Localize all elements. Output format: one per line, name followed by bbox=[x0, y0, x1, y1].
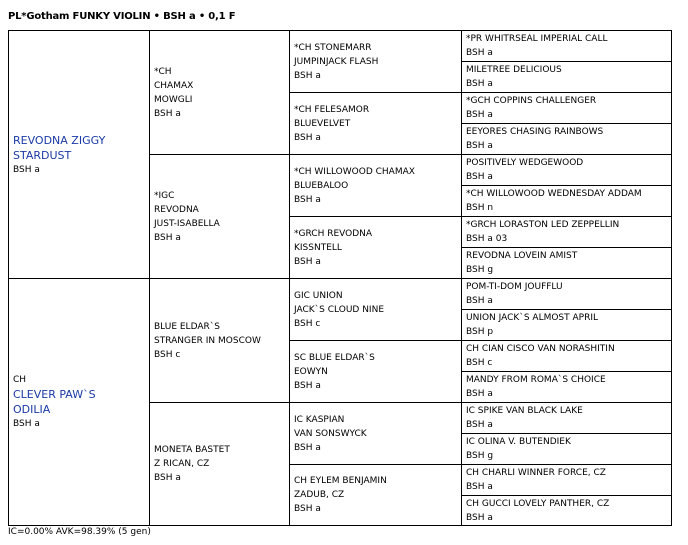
ancestor-color: BSH n bbox=[466, 203, 494, 213]
ancestor-color: BSH a bbox=[466, 296, 493, 306]
ancestor-line: VAN SONSWYCK bbox=[294, 428, 367, 439]
ancestor-color: BSH p bbox=[466, 327, 494, 337]
gen2-ancestor-1 bbox=[149, 30, 290, 155]
ancestor-name: POSITIVELY WEDGEWOOD bbox=[466, 158, 584, 168]
sire bbox=[8, 30, 150, 279]
ancestor-color: BSH c bbox=[466, 358, 493, 368]
ancestor-color: BSH a bbox=[466, 389, 493, 399]
gen4-ancestor-1 bbox=[461, 30, 672, 62]
gen4-ancestor-16 bbox=[461, 495, 672, 526]
gen3-ancestor-4 bbox=[289, 216, 462, 279]
dam-prefix: CH bbox=[13, 375, 27, 385]
ancestor-line: SC BLUE ELDAR`S bbox=[294, 352, 375, 363]
ancestor-color: BSH a bbox=[466, 110, 493, 120]
gen3-ancestor-7 bbox=[289, 402, 462, 465]
gen3-ancestor-8 bbox=[289, 464, 462, 526]
ancestor-line: *CH STONEMARR bbox=[294, 42, 372, 53]
gen4-ancestor-8 bbox=[461, 247, 672, 279]
ancestor-line: MOWGLI bbox=[154, 94, 193, 105]
ancestor-name: IC SPIKE VAN BLACK LAKE bbox=[466, 406, 583, 416]
ancestor-name: *CH WILLOWOOD WEDNESDAY ADDAM bbox=[466, 189, 642, 199]
ancestor-name: EEYORES CHASING RAINBOWS bbox=[466, 127, 604, 137]
ancestor-name: CH GUCCI LOVELY PANTHER, CZ bbox=[466, 498, 610, 509]
ancestor-color: BSH a bbox=[154, 473, 181, 483]
sire-name-line-1[interactable]: REVODNA ZIGGY bbox=[13, 133, 106, 147]
ancestor-line: JUMPINJACK FLASH bbox=[294, 56, 379, 67]
ancestor-color: BSH a bbox=[466, 172, 493, 182]
gen4-ancestor-6 bbox=[461, 185, 672, 217]
ancestor-name: *PR WHITRSEAL IMPERIAL CALL bbox=[466, 34, 608, 44]
ancestor-color: BSH g bbox=[466, 265, 494, 275]
ancestor-line: CH EYLEM BENJAMIN bbox=[294, 476, 387, 486]
ancestor-color: BSH a bbox=[294, 380, 321, 391]
ancestor-line: JACK`S CLOUD NINE bbox=[294, 304, 384, 315]
ancestor-name: MANDY FROM ROMA`S CHOICE bbox=[466, 375, 606, 385]
gen4-ancestor-12 bbox=[461, 371, 672, 403]
ancestor-name: *GRCH LORASTON LED ZEPPELLIN bbox=[466, 220, 620, 230]
ancestor-line: ZADUB, CZ bbox=[294, 490, 345, 500]
ancestor-line: CHAMAX bbox=[154, 80, 194, 91]
ancestor-line: BLUEVELVET bbox=[294, 118, 351, 129]
ancestor-color: BSH g bbox=[466, 451, 494, 461]
gen3-ancestor-3 bbox=[289, 154, 462, 217]
gen2-ancestor-2 bbox=[149, 154, 290, 279]
gen4-ancestor-13 bbox=[461, 402, 672, 434]
ancestor-line: Z RICAN, CZ bbox=[154, 459, 210, 469]
ancestor-line: *CH bbox=[154, 66, 172, 77]
ancestor-name: IC OLINA V. BUTENDIEK bbox=[466, 437, 571, 447]
ancestor-color: BSH a bbox=[466, 482, 493, 492]
dam-name-line-2[interactable]: ODILIA bbox=[13, 403, 51, 416]
gen4-ancestor-2 bbox=[461, 61, 672, 93]
gen3-ancestor-6 bbox=[289, 340, 462, 403]
ancestor-name: CH CHARLI WINNER FORCE, CZ bbox=[466, 468, 606, 478]
ancestor-line: *GRCH REVODNA bbox=[294, 228, 373, 239]
inbreeding-summary: IC=0.00% AVK=98.39% (5 gen) bbox=[8, 527, 151, 537]
ancestor-line: IC KASPIAN bbox=[294, 414, 345, 425]
ancestor-color: BSH a bbox=[154, 232, 181, 243]
ancestor-color: BSH a bbox=[294, 504, 321, 514]
ancestor-name: CH CIAN CISCO VAN NORASHITIN bbox=[466, 344, 615, 354]
ancestor-color: BSH a bbox=[294, 442, 321, 453]
ancestor-line: *CH FELESAMOR bbox=[294, 104, 370, 115]
gen3-ancestor-2 bbox=[289, 92, 462, 155]
ancestor-color: BSH a bbox=[466, 420, 493, 430]
gen4-ancestor-11 bbox=[461, 340, 672, 372]
gen4-ancestor-15 bbox=[461, 464, 672, 496]
ancestor-line: MONETA BASTET bbox=[154, 445, 230, 455]
gen2-ancestor-3 bbox=[149, 278, 290, 403]
pedigree-title: PL*Gotham FUNKY VIOLIN • BSH a • 0,1 F bbox=[8, 11, 236, 22]
ancestor-name: UNION JACK`S ALMOST APRIL bbox=[466, 313, 599, 323]
sire-color: BSH a bbox=[13, 164, 40, 175]
gen4-ancestor-7 bbox=[461, 216, 672, 248]
dam-name-line-1[interactable]: CLEVER PAW`S bbox=[13, 388, 96, 401]
ancestor-color: BSH a bbox=[294, 256, 321, 267]
gen4-ancestor-9 bbox=[461, 278, 672, 310]
ancestor-color: BSH a bbox=[466, 48, 493, 58]
dam bbox=[8, 278, 150, 526]
ancestor-color: BSH c bbox=[294, 318, 321, 329]
ancestor-line: BLUE ELDAR`S bbox=[154, 321, 220, 332]
gen4-ancestor-10 bbox=[461, 309, 672, 341]
gen3-ancestor-1 bbox=[289, 30, 462, 93]
ancestor-color: BSH a bbox=[466, 79, 493, 89]
ancestor-line: KISSNTELL bbox=[294, 242, 342, 253]
gen4-ancestor-3 bbox=[461, 92, 672, 124]
ancestor-name: POM-TI-DOM JOUFFLU bbox=[466, 282, 563, 292]
ancestor-line: *CH WILLOWOOD CHAMAX bbox=[294, 166, 415, 177]
ancestor-color: BSH a bbox=[294, 70, 321, 81]
ancestor-line: GIC UNION bbox=[294, 290, 343, 301]
ancestor-name: REVODNA LOVEIN AMIST bbox=[466, 251, 578, 261]
ancestor-line: STRANGER IN MOSCOW bbox=[154, 335, 261, 346]
ancestor-color: BSH a bbox=[294, 132, 321, 143]
gen2-ancestor-4 bbox=[149, 402, 290, 526]
ancestor-color: BSH a bbox=[294, 194, 321, 205]
ancestor-name: MILETREE DELICIOUS bbox=[466, 65, 562, 75]
gen3-ancestor-5 bbox=[289, 278, 462, 341]
gen4-ancestor-4 bbox=[461, 123, 672, 155]
ancestor-line: JUST-ISABELLA bbox=[154, 218, 220, 229]
sire-name-line-2[interactable]: STARDUST bbox=[13, 148, 72, 162]
ancestor-color: BSH a bbox=[466, 512, 493, 523]
gen4-ancestor-5 bbox=[461, 154, 672, 186]
ancestor-name: *GCH COPPINS CHALLENGER bbox=[466, 96, 597, 106]
ancestor-color: BSH a 03 bbox=[466, 234, 508, 244]
ancestor-color: BSH c bbox=[154, 349, 181, 360]
ancestor-color: BSH a bbox=[466, 141, 493, 151]
gen4-ancestor-14 bbox=[461, 433, 672, 465]
ancestor-line: REVODNA bbox=[154, 204, 199, 215]
dam-color: BSH a bbox=[13, 419, 40, 429]
ancestor-line: EOWYN bbox=[294, 366, 328, 377]
ancestor-line: BLUEBALOO bbox=[294, 180, 349, 191]
ancestor-line: *IGC bbox=[154, 190, 175, 201]
ancestor-color: BSH a bbox=[154, 108, 181, 119]
